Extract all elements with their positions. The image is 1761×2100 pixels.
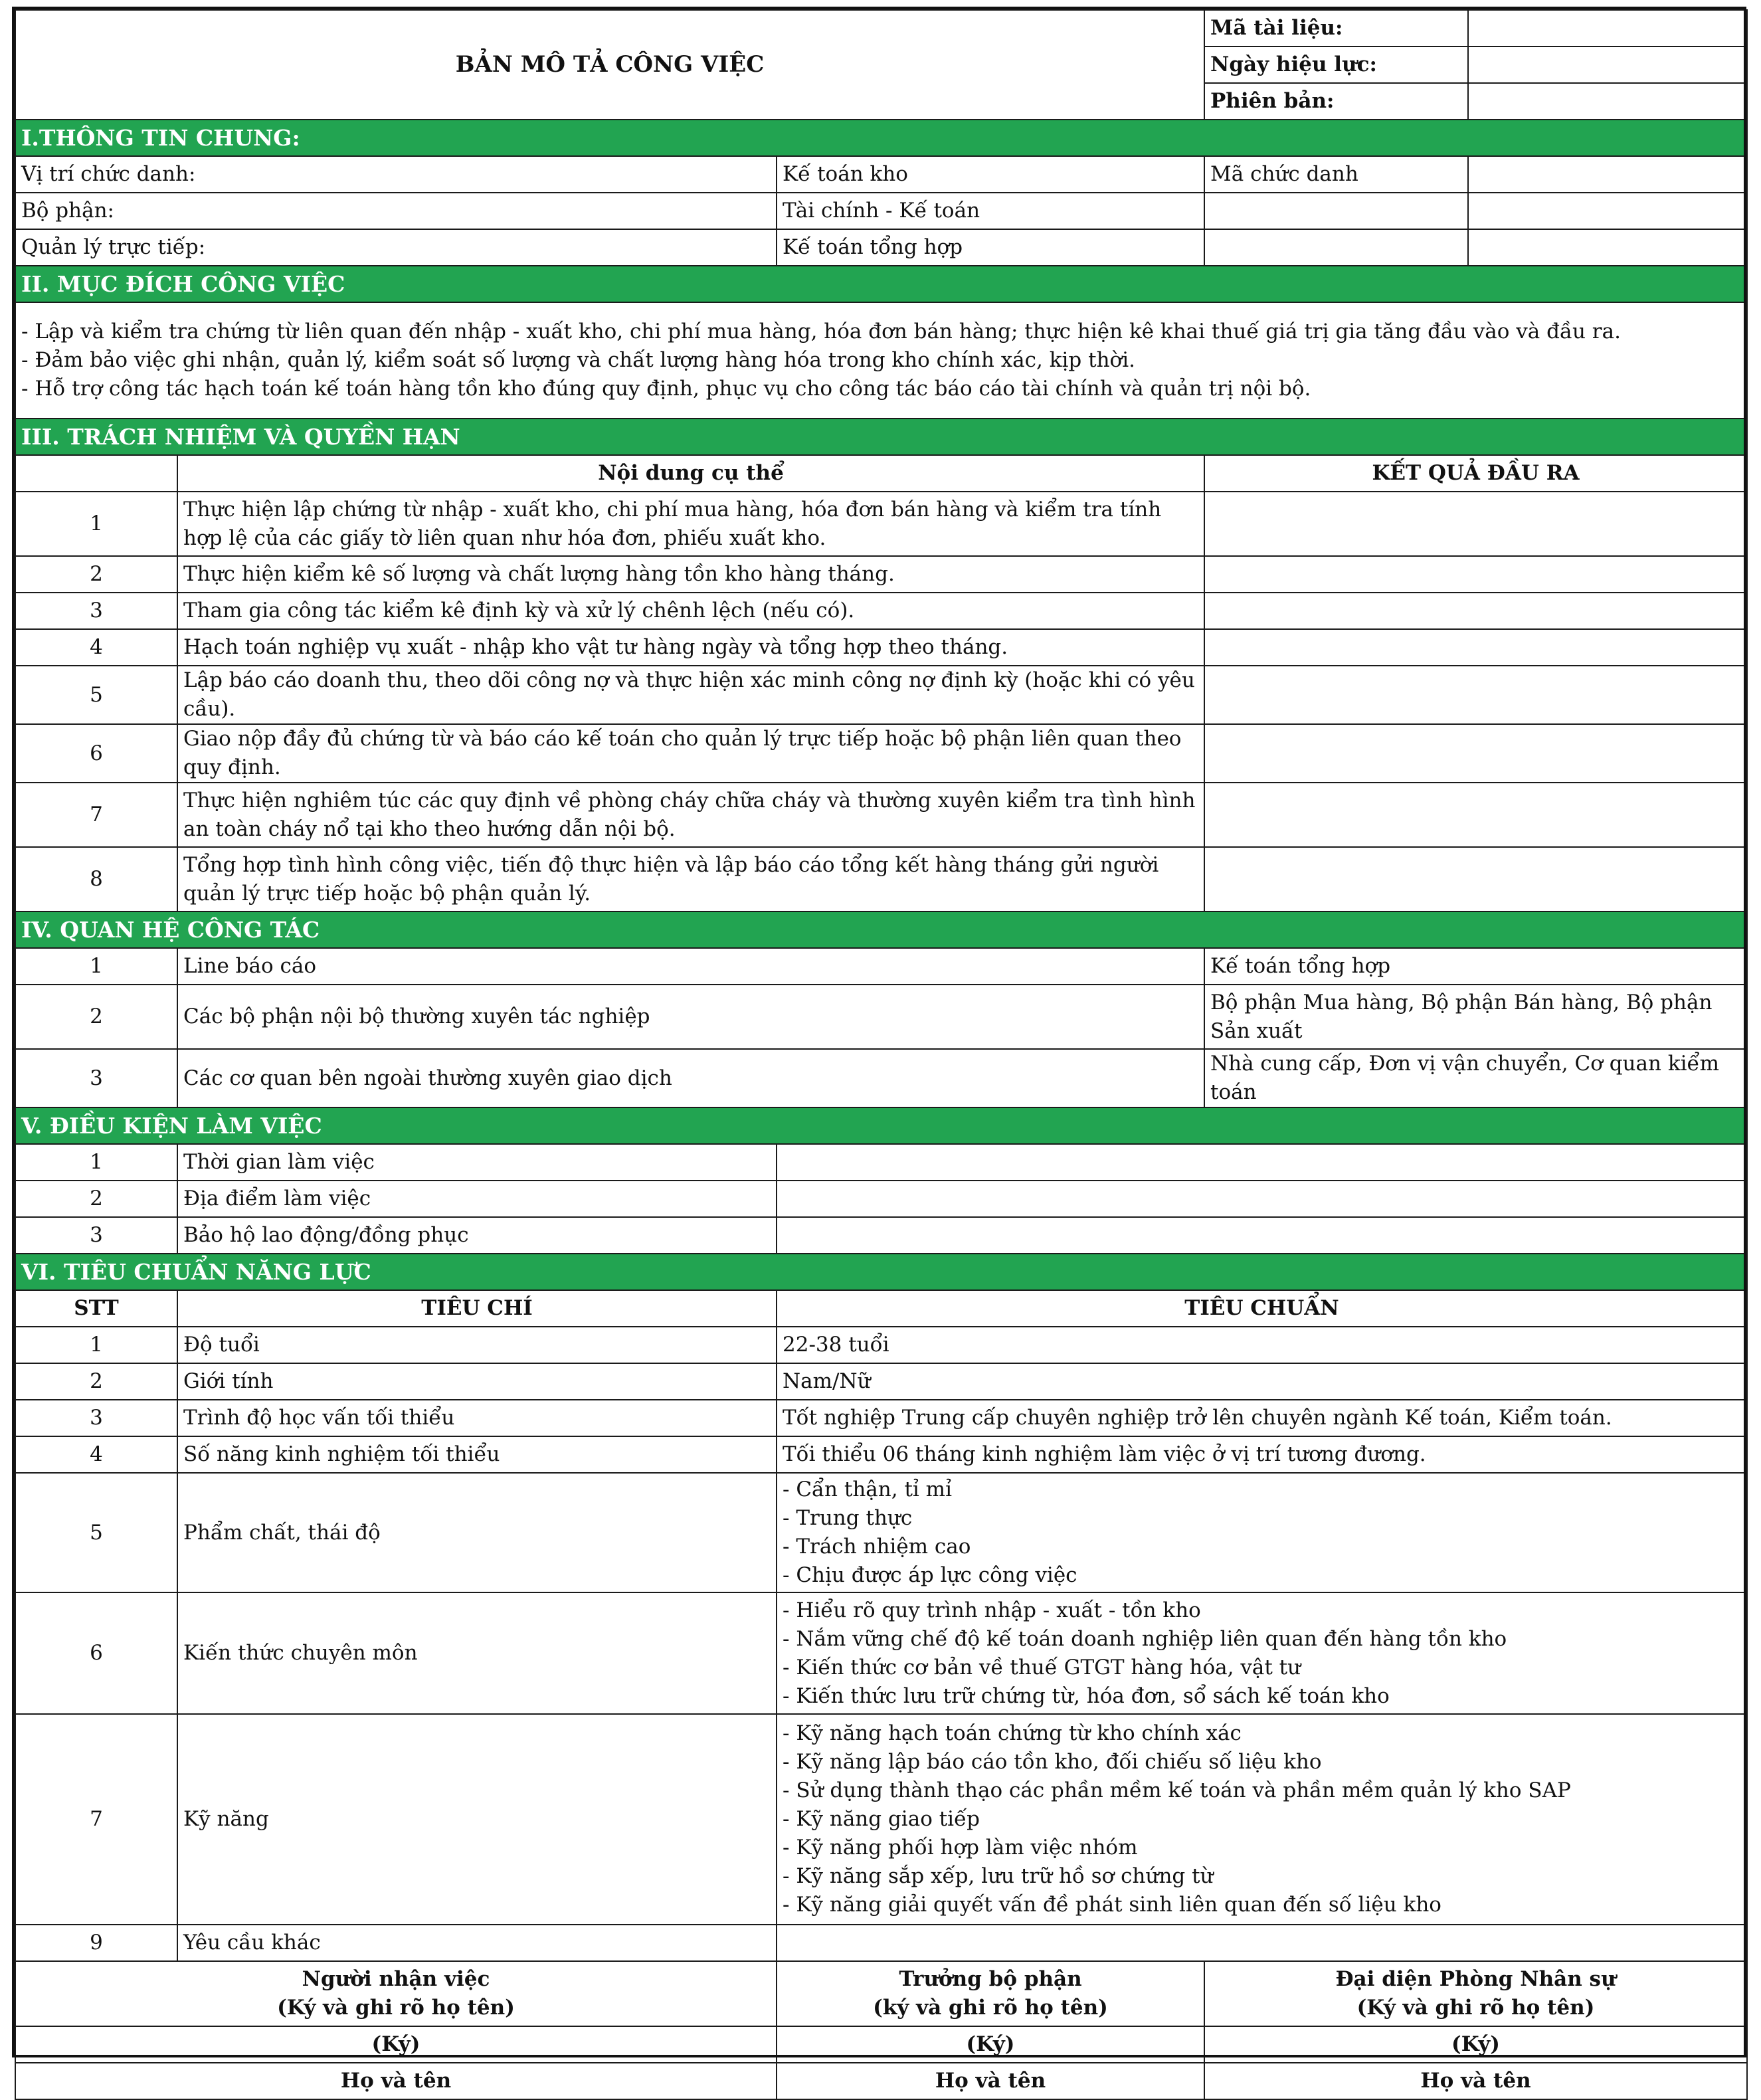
section-general-info-title: I.THÔNG TIN CHUNG: <box>15 120 1747 156</box>
competency-row-standard[interactable]: Nam/Nữ <box>777 1363 1747 1400</box>
doc-code-label: Mã tài liệu: <box>1204 10 1468 47</box>
competency-row-standard[interactable]: Tối thiểu 06 tháng kinh nghiệm làm việc ở vị trí tương đương. <box>777 1436 1747 1473</box>
relation-row-no: 2 <box>15 985 177 1049</box>
resp-row-text: Tổng hợp tình hình công việc, tiến độ thực hiện và lập báo cáo tổng kết hàng tháng gửi người quản lý trực tiếp hoặc bộ phận quản lý. <box>177 847 1204 911</box>
relation-row-no: 1 <box>15 948 177 985</box>
competency-row-no: 3 <box>15 1400 177 1436</box>
version-label: Phiên bản: <box>1204 83 1468 120</box>
resp-row-result[interactable] <box>1204 593 1747 629</box>
resp-row-no: 3 <box>15 593 177 629</box>
position-code-label: Mã chức danh <box>1204 156 1468 193</box>
competency-row-standard[interactable] <box>777 1714 1747 1925</box>
signature-head-header <box>777 1961 1204 2026</box>
resp-row-result[interactable] <box>1204 492 1747 556</box>
signature-hr-sign[interactable]: (Ký) <box>1204 2026 1747 2063</box>
resp-row-text: Thực hiện kiểm kê số lượng và chất lượng hàng tồn kho hàng tháng. <box>177 556 1204 593</box>
competency-row-standard[interactable] <box>777 1473 1747 1592</box>
position-value[interactable]: Kế toán kho <box>777 156 1204 193</box>
standard-line: - Kỹ năng phối hợp làm việc nhóm <box>783 1836 1138 1860</box>
resp-row-no: 7 <box>15 783 177 847</box>
resp-row-text: Lập báo cáo doanh thu, theo dõi công nợ và thực hiện xác minh công nợ định kỳ (hoặc khi có yêu cầu). <box>177 666 1204 724</box>
resp-row-text: Thực hiện nghiêm túc các quy định về phòng cháy chữa cháy và thường xuyên kiểm tra tình hình an toàn cháy nổ tại kho theo hướng dẫn nội bộ. <box>177 783 1204 847</box>
purpose-line: - Hỗ trợ công tác hạch toán kế toán hàng tồn kho đúng quy định, phục vụ cho công tác báo cáo tài chính và quản trị nội bộ. <box>21 377 1311 401</box>
signature-note: (Ký và ghi rõ họ tên) <box>1356 1996 1595 2020</box>
purpose-line: - Lập và kiểm tra chứng từ liên quan đến nhập - xuất kho, chi phí mua hàng, hóa đơn bán hàng; thực hiện kê khai thuế giá trị gia tăng đầu vào và đầu ra. <box>21 320 1621 343</box>
document-title: BẢN MÔ TẢ CÔNG VIỆC <box>15 10 1204 120</box>
resp-row-no: 1 <box>15 492 177 556</box>
resp-header-result: KẾT QUẢ ĐẦU RA <box>1204 455 1747 492</box>
manager-extra-value <box>1468 229 1747 266</box>
competency-row-criteria: Phẩm chất, thái độ <box>177 1473 777 1592</box>
relation-row-value[interactable]: Bộ phận Mua hàng, Bộ phận Bán hàng, Bộ phận Sản xuất <box>1204 985 1747 1049</box>
purpose-content <box>15 302 1747 419</box>
competency-row-standard[interactable] <box>777 1925 1747 1961</box>
section-responsibilities-title: III. TRÁCH NHIỆM VÀ QUYỀN HẠN <box>15 419 1747 455</box>
competency-row-criteria: Kiến thức chuyên môn <box>177 1592 777 1714</box>
standard-line: - Kỹ năng hạch toán chứng từ kho chính xác <box>783 1721 1242 1745</box>
manager-label: Quản lý trực tiếp: <box>15 229 777 266</box>
standard-line: - Sử dụng thành thạo các phần mềm kế toán và phần mềm quản lý kho SAP <box>783 1778 1571 1802</box>
standard-line: - Hiểu rõ quy trình nhập - xuất - tồn kho <box>783 1598 1201 1622</box>
condition-row-label: Thời gian làm việc <box>177 1144 777 1181</box>
standard-line: - Kỹ năng giải quyết vấn đề phát sinh liên quan đến số liệu kho <box>783 1893 1441 1917</box>
resp-row-no: 8 <box>15 847 177 911</box>
department-extra <box>1204 193 1468 229</box>
section-working-conditions-title: V. ĐIỀU KIỆN LÀM VIỆC <box>15 1107 1747 1144</box>
competency-row-criteria: Yêu cầu khác <box>177 1925 777 1961</box>
competency-row-criteria: Độ tuổi <box>177 1327 777 1363</box>
signature-receiver-name[interactable]: Họ và tên <box>15 2063 777 2099</box>
signature-role: Người nhận việc <box>302 1967 490 1991</box>
condition-row-value[interactable] <box>777 1144 1747 1181</box>
resp-row-text: Giao nộp đầy đủ chứng từ và báo cáo kế toán cho quản lý trực tiếp hoặc bộ phận liên quan theo quy định. <box>177 724 1204 783</box>
competency-row-no: 7 <box>15 1714 177 1925</box>
manager-value[interactable]: Kế toán tổng hợp <box>777 229 1204 266</box>
signature-hr-name[interactable]: Họ và tên <box>1204 2063 1747 2099</box>
signature-role: Đại diện Phòng Nhân sự <box>1335 1967 1616 1991</box>
resp-row-result[interactable] <box>1204 629 1747 666</box>
standard-line: - Kỹ năng lập báo cáo tồn kho, đối chiếu số liệu kho <box>783 1750 1322 1774</box>
doc-code-value[interactable] <box>1468 10 1747 47</box>
standard-line: - Trách nhiệm cao <box>783 1535 971 1559</box>
competency-row-standard[interactable]: Tốt nghiệp Trung cấp chuyên nghiệp trở lên chuyên ngành Kế toán, Kiểm toán. <box>777 1400 1747 1436</box>
standard-line: - Cẩn thận, tỉ mỉ <box>783 1478 952 1501</box>
standard-line: - Kỹ năng sắp xếp, lưu trữ hồ sơ chứng từ <box>783 1864 1214 1888</box>
manager-extra <box>1204 229 1468 266</box>
purpose-line: - Đảm bảo việc ghi nhận, quản lý, kiểm soát số lượng và chất lượng hàng hóa trong kho chính xác, kịp thời. <box>21 348 1135 372</box>
resp-row-no: 4 <box>15 629 177 666</box>
resp-header-content: Nội dung cụ thể <box>177 455 1204 492</box>
resp-row-no: 6 <box>15 724 177 783</box>
competency-row-standard[interactable]: 22-38 tuổi <box>777 1327 1747 1363</box>
competency-row-no: 9 <box>15 1925 177 1961</box>
condition-row-label: Bảo hộ lao động/đồng phục <box>177 1217 777 1254</box>
signature-role: Trưởng bộ phận <box>899 1967 1082 1991</box>
resp-row-no: 2 <box>15 556 177 593</box>
effective-date-value[interactable] <box>1468 47 1747 83</box>
signature-note: (Ký và ghi rõ họ tên) <box>277 1996 515 2020</box>
competency-row-criteria: Số năng kinh nghiệm tối thiểu <box>177 1436 777 1473</box>
signature-note: (ký và ghi rõ họ tên) <box>873 1996 1108 2020</box>
competency-header-criteria: TIÊU CHÍ <box>177 1290 777 1327</box>
competency-header-no: STT <box>15 1290 177 1327</box>
competency-row-no: 5 <box>15 1473 177 1592</box>
effective-date-label: Ngày hiệu lực: <box>1204 47 1468 83</box>
relation-row-label: Các cơ quan bên ngoài thường xuyên giao dịch <box>177 1049 1204 1107</box>
signature-head-name[interactable]: Họ và tên <box>777 2063 1204 2099</box>
section-relations-title: IV. QUAN HỆ CÔNG TÁC <box>15 911 1747 948</box>
standard-line: - Chịu được áp lực công việc <box>783 1563 1077 1587</box>
standard-line: - Kỹ năng giao tiếp <box>783 1807 980 1831</box>
competency-row-criteria: Trình độ học vấn tối thiểu <box>177 1400 777 1436</box>
relation-row-no: 3 <box>15 1049 177 1107</box>
resp-row-result[interactable] <box>1204 556 1747 593</box>
relation-row-value[interactable]: Kế toán tổng hợp <box>1204 948 1747 985</box>
competency-row-no: 1 <box>15 1327 177 1363</box>
department-label: Bộ phận: <box>15 193 777 229</box>
section-competency-title: VI. TIÊU CHUẨN NĂNG LỰC <box>15 1254 1747 1290</box>
standard-line: - Kiến thức lưu trữ chứng từ, hóa đơn, sổ sách kế toán kho <box>783 1683 1390 1708</box>
relation-row-label: Các bộ phận nội bộ thường xuyên tác nghiệp <box>177 985 1204 1049</box>
competency-row-no: 4 <box>15 1436 177 1473</box>
competency-row-standard[interactable] <box>777 1592 1747 1714</box>
resp-row-text: Hạch toán nghiệp vụ xuất - nhập kho vật tư hàng ngày và tổng hợp theo tháng. <box>177 629 1204 666</box>
competency-row-criteria: Giới tính <box>177 1363 777 1400</box>
standard-line: - Trung thực <box>783 1506 913 1530</box>
condition-row-no: 2 <box>15 1181 177 1217</box>
competency-row-criteria: Kỹ năng <box>177 1714 777 1925</box>
section-purpose-title: II. MỤC ĐÍCH CÔNG VIỆC <box>15 266 1747 302</box>
job-description-table <box>15 9 1748 2100</box>
resp-header-no <box>15 455 177 492</box>
condition-row-no: 3 <box>15 1217 177 1254</box>
condition-row-no: 1 <box>15 1144 177 1181</box>
signature-receiver-sign[interactable]: (Ký) <box>15 2026 777 2063</box>
condition-row-value[interactable] <box>777 1217 1747 1254</box>
signature-head-sign[interactable]: (Ký) <box>777 2026 1204 2063</box>
position-label: Vị trí chức danh: <box>15 156 777 193</box>
condition-row-label: Địa điểm làm việc <box>177 1181 777 1217</box>
resp-row-text: Tham gia công tác kiểm kê định kỳ và xử lý chênh lệch (nếu có). <box>177 593 1204 629</box>
signature-hr-header <box>1204 1961 1747 2026</box>
resp-row-no: 5 <box>15 666 177 724</box>
resp-row-result[interactable] <box>1204 666 1747 724</box>
relation-row-label: Line báo cáo <box>177 948 1204 985</box>
version-value[interactable] <box>1468 83 1747 120</box>
position-code-value[interactable] <box>1468 156 1747 193</box>
resp-row-result[interactable] <box>1204 783 1747 847</box>
department-value[interactable]: Tài chính - Kế toán <box>777 193 1204 229</box>
competency-row-no: 2 <box>15 1363 177 1400</box>
department-extra-value <box>1468 193 1747 229</box>
competency-row-no: 6 <box>15 1592 177 1714</box>
condition-row-value[interactable] <box>777 1181 1747 1217</box>
competency-header-standard: TIÊU CHUẨN <box>777 1290 1747 1327</box>
signature-receiver-header <box>15 1961 777 2026</box>
resp-row-text: Thực hiện lập chứng từ nhập - xuất kho, chi phí mua hàng, hóa đơn bán hàng và kiểm tra tính hợp lệ của các giấy tờ liên quan như hóa đơn, phiếu xuất kho. <box>177 492 1204 556</box>
standard-line: - Nắm vững chế độ kế toán doanh nghiệp liên quan đến hàng tồn kho <box>783 1626 1507 1651</box>
relation-row-value[interactable]: Nhà cung cấp, Đơn vị vận chuyển, Cơ quan kiểm toán <box>1204 1049 1747 1107</box>
resp-row-result[interactable] <box>1204 847 1747 911</box>
job-description-sheet <box>15 9 1746 2100</box>
resp-row-result[interactable] <box>1204 724 1747 783</box>
standard-line: - Kiến thức cơ bản về thuế GTGT hàng hóa, vật tư <box>783 1655 1301 1679</box>
